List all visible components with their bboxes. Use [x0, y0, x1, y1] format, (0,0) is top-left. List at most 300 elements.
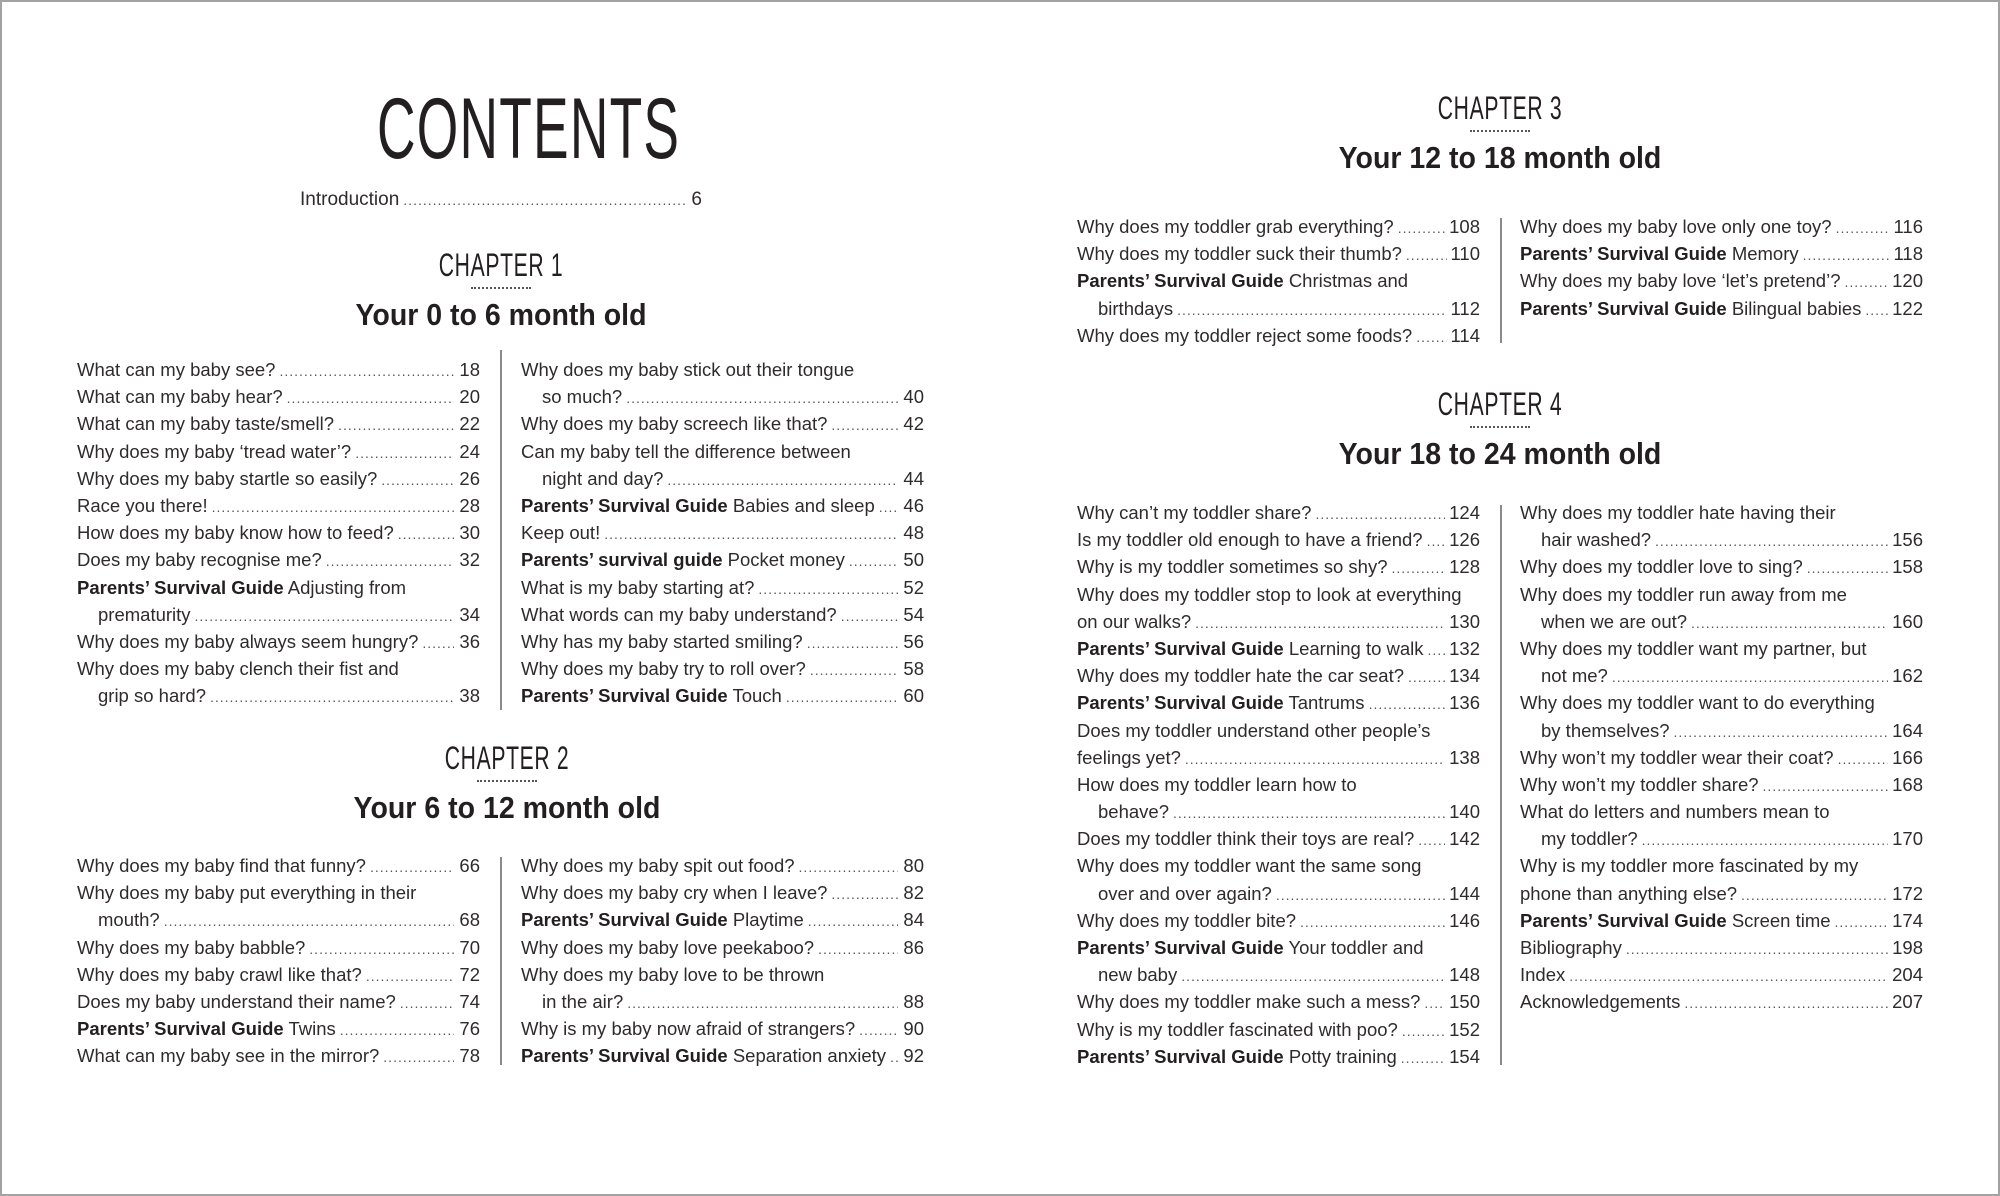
entry-text: Acknowledgements — [1520, 991, 1681, 1013]
entry-text: Christmas and — [1288, 270, 1409, 292]
dot-leader — [879, 494, 898, 521]
chapter-title: Your 0 to 6 month old — [355, 297, 647, 332]
entry-line — [1077, 961, 1480, 988]
entry-page: 130 — [1449, 610, 1480, 632]
dot-leader — [1763, 773, 1889, 800]
toc-entry[interactable] — [1520, 267, 1923, 294]
toc-entry[interactable] — [1520, 771, 1923, 798]
dot-leader — [381, 467, 454, 494]
entry-line — [1520, 689, 1923, 716]
toc-entry[interactable] — [521, 1015, 924, 1042]
dot-leader — [1300, 909, 1445, 936]
entry-line — [1077, 988, 1480, 1015]
entry-line — [521, 655, 924, 682]
entry-text: What can my baby taste/smell? — [77, 413, 335, 435]
entry-line — [521, 492, 924, 519]
entry-line — [1077, 907, 1480, 934]
toc-entry[interactable] — [1520, 798, 1923, 852]
toc-entry[interactable] — [521, 852, 924, 879]
toc-entry[interactable] — [1077, 852, 1480, 906]
toc-entry[interactable] — [521, 410, 924, 437]
entry-line — [1520, 526, 1923, 553]
entry-line — [521, 628, 924, 655]
chapter-2-heading — [207, 740, 807, 828]
entry-title — [521, 961, 824, 988]
entry-page: 34 — [459, 603, 480, 625]
entry-title — [1520, 744, 1834, 771]
entry-page: 24 — [459, 440, 480, 462]
entry-page: 68 — [459, 909, 480, 931]
toc-entry[interactable] — [1520, 988, 1923, 1015]
entry-title — [1520, 798, 1830, 825]
entry-title — [1077, 717, 1430, 744]
toc-entry[interactable] — [521, 934, 924, 961]
entry-page: 166 — [1892, 746, 1923, 768]
entry-text: Why won’t my toddler share? — [1520, 773, 1759, 795]
toc-entry[interactable] — [1520, 961, 1923, 988]
entry-line — [521, 988, 924, 1015]
toc-entry[interactable] — [1077, 635, 1480, 662]
entry-text: Separation anxiety — [732, 1045, 887, 1067]
entry-title — [1520, 988, 1680, 1015]
toc-entry[interactable] — [521, 492, 924, 519]
toc-entry[interactable] — [77, 492, 480, 519]
entry-page: 152 — [1449, 1018, 1480, 1040]
entry-line — [1077, 825, 1480, 852]
toc-entry[interactable] — [1077, 717, 1480, 771]
entry-page: 72 — [459, 963, 480, 985]
entry-text-continued: by themselves? — [1541, 719, 1670, 741]
entry-title — [1520, 499, 1836, 526]
dot-leader — [786, 684, 898, 711]
toc-entry[interactable] — [1520, 852, 1923, 906]
toc-entry[interactable] — [521, 356, 924, 410]
dot-leader — [383, 1044, 454, 1071]
dot-leader — [1173, 800, 1445, 827]
entry-line — [1520, 798, 1923, 825]
entry-title — [1077, 553, 1387, 580]
dot-leader — [1803, 242, 1890, 269]
entry-line — [77, 601, 480, 628]
dot-leader — [1674, 719, 1889, 746]
entry-line — [1520, 499, 1923, 526]
dotted-rule — [1470, 426, 1530, 428]
entry-line — [77, 383, 480, 410]
entry-title — [77, 356, 275, 383]
dot-leader — [667, 467, 898, 494]
entry-text-continued: mouth? — [98, 909, 160, 931]
entry-title — [77, 934, 305, 961]
entry-text: Pocket money — [727, 549, 845, 571]
entry-line — [521, 879, 924, 906]
entry-title — [1077, 825, 1414, 852]
entry-title — [1077, 1043, 1397, 1070]
toc-entry[interactable] — [77, 438, 480, 465]
entry-text-continued: when we are out? — [1541, 610, 1688, 632]
entry-text: Why does my toddler hate the car seat? — [1077, 665, 1405, 687]
entry-line — [521, 682, 924, 709]
toc-entry[interactable] — [77, 519, 480, 546]
toc-entry[interactable] — [521, 601, 924, 628]
entry-page: 80 — [903, 855, 924, 876]
dot-leader — [758, 576, 898, 603]
chapter-2-column-1 — [77, 852, 480, 1070]
entry-page: 122 — [1892, 297, 1923, 319]
toc-entry[interactable] — [521, 519, 924, 546]
toc-entry[interactable] — [1077, 499, 1480, 526]
entry-line — [521, 601, 924, 628]
entry-line — [77, 574, 480, 601]
entry-text: Why does my toddler want to do everything — [1520, 692, 1875, 714]
toc-entry[interactable] — [77, 356, 480, 383]
column-divider — [1500, 505, 1502, 1065]
toc-entry[interactable] — [77, 655, 480, 709]
survival-guide-label: Parents’ Survival Guide — [1077, 637, 1284, 659]
toc-entry[interactable] — [77, 934, 480, 961]
toc-entry[interactable] — [77, 988, 480, 1015]
toc-entry[interactable] — [1520, 213, 1923, 240]
entry-text: Why does my toddler grab everything? — [1077, 216, 1394, 237]
entry-page: 207 — [1892, 991, 1923, 1013]
dot-leader — [1836, 215, 1890, 242]
entry-line — [521, 1015, 924, 1042]
survival-guide-label: Parents’ survival guide — [521, 549, 723, 571]
dot-leader — [1406, 242, 1447, 269]
entry-line — [1520, 988, 1923, 1015]
dot-leader — [309, 936, 454, 963]
entry-line — [77, 879, 480, 906]
toc-entry[interactable] — [1077, 526, 1480, 553]
entry-page: 44 — [903, 467, 924, 489]
entry-title — [1520, 240, 1799, 267]
entry-page: 60 — [903, 685, 924, 707]
entry-title — [521, 1015, 855, 1042]
entry-page: 32 — [459, 549, 480, 571]
entry-page: 172 — [1892, 882, 1923, 904]
entry-text-continued: hair washed? — [1541, 529, 1652, 551]
entry-text: Potty training — [1288, 1045, 1397, 1067]
toc-entry[interactable] — [77, 961, 480, 988]
toc-entry[interactable] — [1077, 689, 1480, 716]
entry-text: Why does my baby put everything in their — [77, 882, 417, 904]
dot-leader — [1369, 691, 1446, 718]
dot-leader — [212, 494, 454, 521]
entry-text-continued: over and over again? — [1098, 882, 1272, 904]
entry-title — [1077, 988, 1420, 1015]
chapter-4-column-2 — [1520, 499, 1923, 1016]
entry-title — [521, 492, 875, 519]
entry-page: 150 — [1449, 991, 1480, 1013]
entry-line — [77, 988, 480, 1015]
toc-entry[interactable] — [521, 438, 924, 492]
dot-leader — [1181, 963, 1445, 990]
toc-entry[interactable] — [1520, 581, 1923, 635]
entry-title — [77, 438, 351, 465]
toc-entry[interactable] — [77, 546, 480, 573]
entry-title — [521, 574, 754, 601]
entry-page: 50 — [903, 549, 924, 571]
toc-entry[interactable] — [1077, 240, 1480, 267]
entry-page: 204 — [1892, 964, 1923, 986]
entry-page: 138 — [1449, 746, 1480, 768]
entry-text: Does my toddler think their toys are real? — [1077, 828, 1415, 850]
toc-entry[interactable] — [1520, 295, 1923, 322]
toc-entry[interactable] — [521, 961, 924, 1015]
entry-title — [77, 492, 208, 519]
entry-text-continued: prematurity — [98, 603, 191, 625]
entry-text: Why does my toddler want the same song — [1077, 855, 1422, 877]
entry-title — [1520, 961, 1565, 988]
dot-leader — [1845, 269, 1889, 296]
toc-entry[interactable] — [77, 574, 480, 628]
dot-leader — [1642, 827, 1888, 854]
entry-page: 168 — [1892, 773, 1923, 795]
entry-page: 66 — [459, 855, 480, 876]
entry-text: What can my baby hear? — [77, 386, 283, 408]
toc-entry[interactable] — [521, 682, 924, 709]
entry-page: 164 — [1892, 719, 1923, 741]
toc-entry[interactable] — [521, 879, 924, 906]
chapter-title: Your 18 to 24 month old — [1338, 436, 1662, 471]
entry-text: Learning to walk — [1288, 637, 1424, 659]
entry-text: Why does my baby stick out their tongue — [521, 359, 855, 380]
entry-title — [1520, 771, 1759, 798]
toc-entry[interactable] — [77, 1042, 480, 1069]
dot-leader — [604, 521, 898, 548]
entry-line — [1520, 934, 1923, 961]
survival-guide-label: Parents’ Survival Guide — [1077, 1045, 1284, 1067]
entry-title — [77, 655, 399, 682]
entry-line — [1520, 608, 1923, 635]
survival-guide-label: Parents’ Survival Guide — [77, 1018, 284, 1040]
entry-text-continued: behave? — [1098, 801, 1169, 823]
entry-page: 48 — [903, 522, 924, 544]
entry-page: 126 — [1449, 529, 1480, 551]
chapter-3-column-2 — [1520, 213, 1923, 322]
toc-entry[interactable] — [521, 574, 924, 601]
entry-page: 52 — [903, 576, 924, 598]
toc-entry[interactable] — [1520, 744, 1923, 771]
dot-leader — [1612, 664, 1888, 691]
entry-title — [1520, 267, 1841, 294]
toc-entry[interactable] — [1520, 907, 1923, 934]
entry-title — [77, 465, 377, 492]
entry-text: Why does my baby clench their fist and — [77, 658, 399, 680]
entry-line — [1520, 581, 1923, 608]
entry-line — [1077, 581, 1480, 608]
dot-leader — [398, 521, 454, 548]
entry-text-continued: night and day? — [542, 467, 664, 489]
dot-leader — [1398, 215, 1445, 242]
entry-title — [1520, 635, 1867, 662]
toc-entry[interactable] — [1520, 240, 1923, 267]
entry-title — [521, 1042, 886, 1069]
entry-text: What is my baby starting at? — [521, 576, 755, 598]
entry-title — [521, 906, 804, 933]
entry-text-continued: my toddler? — [1541, 828, 1638, 850]
entry-page: 144 — [1449, 882, 1480, 904]
entry-line — [77, 410, 480, 437]
entry-text: Keep out! — [521, 522, 601, 544]
entry-title — [77, 879, 416, 906]
toc-entry[interactable] — [521, 1042, 924, 1069]
dot-leader — [195, 603, 454, 630]
toc-entry[interactable] — [1520, 499, 1923, 553]
toc-entry[interactable] — [1077, 907, 1480, 934]
toc-entry[interactable] — [77, 1015, 480, 1042]
entry-text: Bibliography — [1520, 937, 1622, 958]
entry-line — [1077, 240, 1480, 267]
entry-line — [521, 852, 924, 879]
contents-title: CONTENTS — [377, 81, 681, 177]
entry-text: Your toddler and — [1288, 937, 1424, 958]
entry-page: 40 — [903, 386, 924, 408]
toc-entry[interactable] — [77, 383, 480, 410]
toc-entry[interactable] — [1077, 662, 1480, 689]
entry-title — [521, 628, 803, 655]
chapter-4-heading — [1200, 386, 1800, 474]
entry-text-continued: so much? — [542, 386, 623, 408]
chapter-2-column-2 — [521, 852, 924, 1070]
toc-entry[interactable] — [521, 628, 924, 655]
toc-entry[interactable] — [1077, 934, 1480, 988]
entry-text-continued: new baby — [1098, 964, 1178, 986]
entry-line — [521, 574, 924, 601]
toc-entry[interactable] — [1520, 553, 1923, 580]
entry-text: Why is my toddler sometimes so shy? — [1077, 556, 1388, 578]
entry-text: Why is my toddler fascinated with poo? — [1077, 1018, 1398, 1040]
entry-page: 146 — [1449, 909, 1480, 931]
toc-entry-introduction[interactable] — [300, 187, 702, 213]
dotted-rule — [471, 287, 531, 289]
entry-page: 110 — [1450, 243, 1480, 265]
toc-entry[interactable] — [1077, 1043, 1480, 1070]
entry-title — [1077, 240, 1402, 267]
entry-page: 86 — [903, 936, 924, 958]
toc-entry[interactable] — [1077, 581, 1480, 635]
entry-title — [77, 546, 322, 573]
entry-text: Does my baby understand their name? — [77, 990, 396, 1012]
entry-page: 90 — [903, 1018, 924, 1040]
entry-title — [1077, 581, 1462, 608]
entry-text: What do letters and numbers mean to — [1520, 801, 1830, 823]
entry-text: Why does my baby find that funny? — [77, 855, 366, 876]
entry-page: 158 — [1892, 556, 1923, 578]
toc-entry[interactable] — [1077, 267, 1480, 321]
entry-title — [1077, 213, 1394, 240]
entry-title — [77, 574, 406, 601]
entry-text: Why does my baby love ‘let’s pretend’? — [1520, 270, 1841, 292]
chapter-label: CHAPTER 2 — [444, 740, 570, 776]
toc-entry[interactable] — [521, 546, 924, 573]
dot-leader — [1691, 610, 1888, 637]
toc-entry[interactable] — [1520, 934, 1923, 961]
chapter-3-column-1 — [1077, 213, 1480, 349]
entry-page: 42 — [903, 413, 924, 435]
dot-leader — [1424, 990, 1445, 1017]
survival-guide-label: Parents’ Survival Guide — [521, 494, 728, 516]
dot-leader — [1865, 297, 1888, 324]
entry-title — [1077, 771, 1357, 798]
toc-entry[interactable] — [1077, 825, 1480, 852]
entry-text: Why does my toddler hate having their — [1520, 502, 1836, 523]
entry-line — [1520, 744, 1923, 771]
entry-text: Index — [1520, 964, 1566, 986]
toc-entry[interactable] — [1520, 689, 1923, 743]
toc-entry[interactable] — [1077, 213, 1480, 240]
entry-page: 108 — [1449, 216, 1480, 237]
entry-text: Why does my toddler suck their thumb? — [1077, 243, 1402, 265]
entry-line — [1077, 798, 1480, 825]
entry-line — [77, 465, 480, 492]
entry-line — [1077, 295, 1480, 322]
dot-leader — [1684, 990, 1888, 1017]
dot-leader — [1185, 746, 1445, 773]
chapter-1-heading — [201, 247, 801, 335]
entry-line — [1077, 717, 1480, 744]
entry-text: Playtime — [732, 909, 804, 931]
entry-title — [521, 601, 837, 628]
entry-text: Why has my baby started smiling? — [521, 630, 803, 652]
dotted-rule — [1470, 130, 1530, 132]
toc-entry[interactable] — [77, 410, 480, 437]
entry-text-continued: phone than anything else? — [1520, 882, 1738, 904]
entry-line — [77, 546, 480, 573]
entry-page: 84 — [903, 909, 924, 931]
toc-entry[interactable] — [1520, 635, 1923, 689]
toc-entry[interactable] — [1077, 771, 1480, 825]
entry-title — [1077, 907, 1296, 934]
survival-guide-label: Parents’ Survival Guide — [1077, 937, 1284, 958]
entry-text: What can my baby see in the mirror? — [77, 1045, 380, 1067]
entry-title — [521, 682, 782, 709]
entry-line — [77, 356, 480, 383]
toc-entry[interactable] — [77, 628, 480, 655]
toc-entry[interactable] — [521, 906, 924, 933]
entry-line — [1077, 322, 1480, 349]
toc-entry[interactable] — [1077, 322, 1480, 349]
entry-page: 170 — [1892, 828, 1923, 850]
entry-page: 162 — [1892, 665, 1923, 687]
toc-entry[interactable] — [521, 655, 924, 682]
dot-leader — [326, 548, 454, 575]
entry-line — [1077, 1016, 1480, 1043]
chapter-label: CHAPTER 3 — [1437, 90, 1563, 126]
toc-entry[interactable] — [77, 465, 480, 492]
dot-leader — [818, 936, 898, 963]
toc-entry[interactable] — [77, 852, 480, 879]
entry-page: 198 — [1892, 937, 1923, 958]
entry-line — [521, 906, 924, 933]
entry-line — [77, 852, 480, 879]
entry-line — [521, 438, 924, 465]
toc-entry[interactable] — [77, 879, 480, 933]
entry-text: Why is my toddler more fascinated by my — [1520, 855, 1859, 877]
entry-title — [1520, 907, 1831, 934]
dot-leader — [841, 603, 898, 630]
dot-leader — [1428, 637, 1446, 664]
toc-entry[interactable] — [1077, 1016, 1480, 1043]
entry-line — [521, 383, 924, 410]
survival-guide-label: Parents’ Survival Guide — [1520, 297, 1727, 319]
entry-line — [521, 1042, 924, 1069]
entry-title — [1520, 581, 1847, 608]
toc-entry[interactable] — [1077, 553, 1480, 580]
entry-line — [1520, 825, 1923, 852]
entry-text: Why does my baby love to be thrown — [521, 963, 825, 985]
entry-line — [1077, 499, 1480, 526]
toc-entry[interactable] — [1077, 988, 1480, 1015]
